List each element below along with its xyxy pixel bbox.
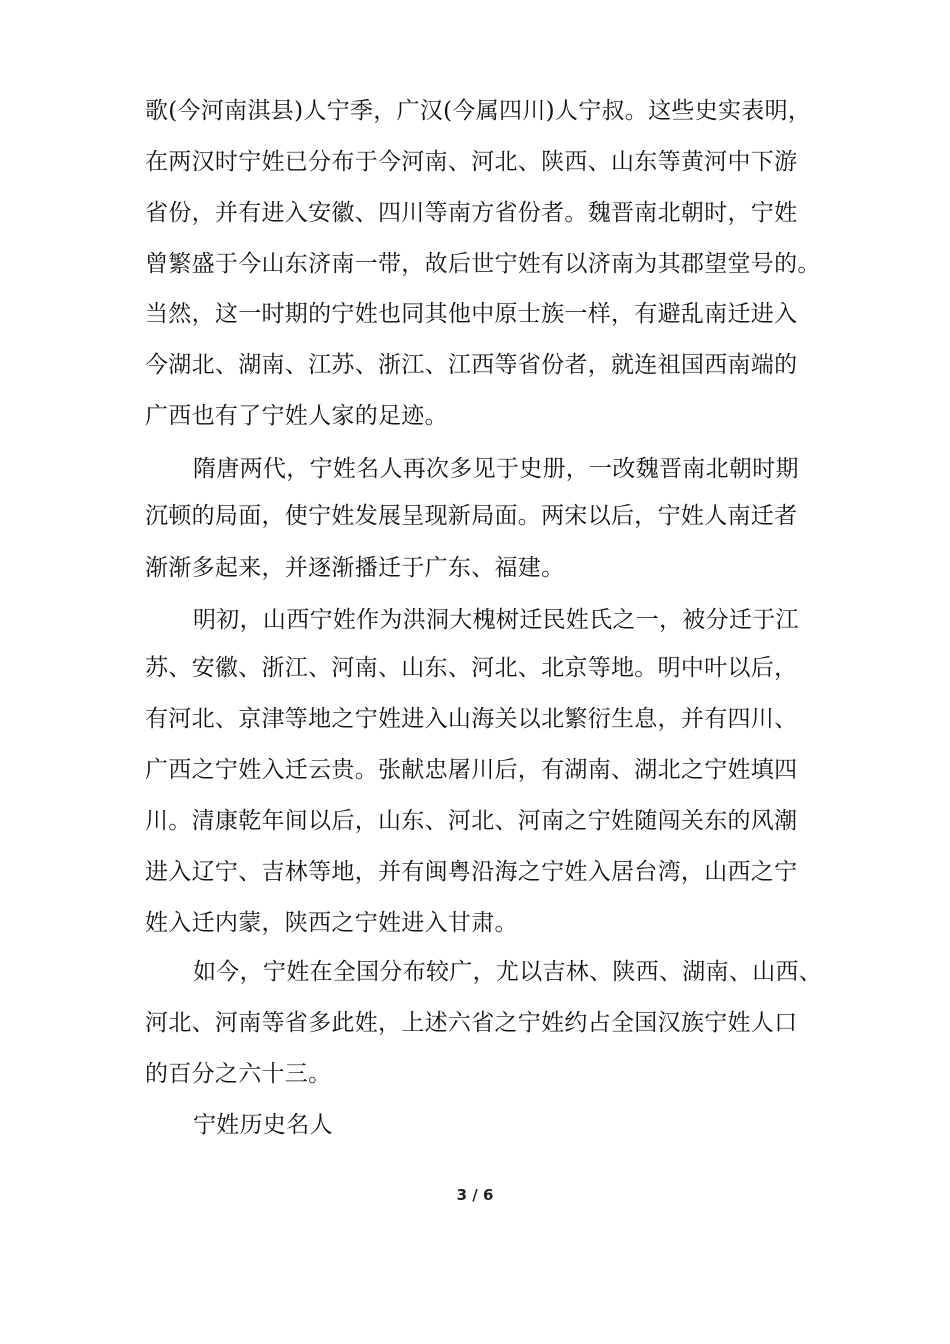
text-line: 当然，这一时期的宁姓也同其他中原士族一样，有避乱南迁进入 xyxy=(145,301,798,327)
text-line: 进入辽宁、吉林等地，并有闽粤沿海之宁姓入居台湾，山西之宁 xyxy=(145,859,798,885)
page-number: 3 / 6 xyxy=(456,1186,494,1204)
text-line: 隋唐两代，宁姓名人再次多见于史册，一改魏晋南北朝时期 xyxy=(193,456,799,482)
text-line: 歌(今河南淇县)人宁季，广汉(今属四川)人宁叔。这些史实表明， xyxy=(145,98,812,124)
text-line: 如今，宁姓在全国分布较广，尤以吉林、陕西、湖南、山西、 xyxy=(193,959,823,985)
text-line: 今湖北、湖南、江苏、浙江、江西等省份者，就连祖国西南端的 xyxy=(145,352,798,378)
section-heading: 宁姓历史名人 xyxy=(193,1112,333,1138)
text-line: 有河北、京津等地之宁姓进入山海关以北繁衍生息，并有四川、 xyxy=(145,706,798,732)
text-line: 明初，山西宁姓作为洪洞大槐树迁民姓氏之一，被分迁于江 xyxy=(193,607,799,633)
text-line: 河北、河南等省多此姓，上述六省之宁姓约占全国汉族宁姓人口 xyxy=(145,1010,798,1036)
text-line: 广西也有了宁姓人家的足迹。 xyxy=(145,403,448,429)
text-line: 姓入迁内蒙，陕西之宁姓进入甘肃。 xyxy=(145,910,518,936)
text-line: 曾繁盛于今山东济南一带，故后世宁姓有以济南为其郡望堂号的。 xyxy=(145,251,821,277)
text-line: 沉顿的局面，使宁姓发展呈现新局面。两宋以后，宁姓人南迁者 xyxy=(145,503,798,529)
text-line: 川。清康乾年间以后，山东、河北、河南之宁姓随闯关东的风潮 xyxy=(145,808,798,834)
text-line: 苏、安徽、浙江、河南、山东、河北、北京等地。明中叶以后， xyxy=(145,655,798,681)
text-line: 在两汉时宁姓已分布于今河南、河北、陕西、山东等黄河中下游 xyxy=(145,149,798,175)
text-line: 的百分之六十三。 xyxy=(145,1061,332,1087)
text-line: 广西之宁姓入迁云贵。张献忠屠川后，有湖南、湖北之宁姓填四 xyxy=(145,757,798,783)
text-line: 渐渐多起来，并逐渐播迁于广东、福建。 xyxy=(145,555,565,581)
text-line: 省份，并有进入安徽、四川等南方省份者。魏晋南北朝时，宁姓 xyxy=(145,200,798,226)
